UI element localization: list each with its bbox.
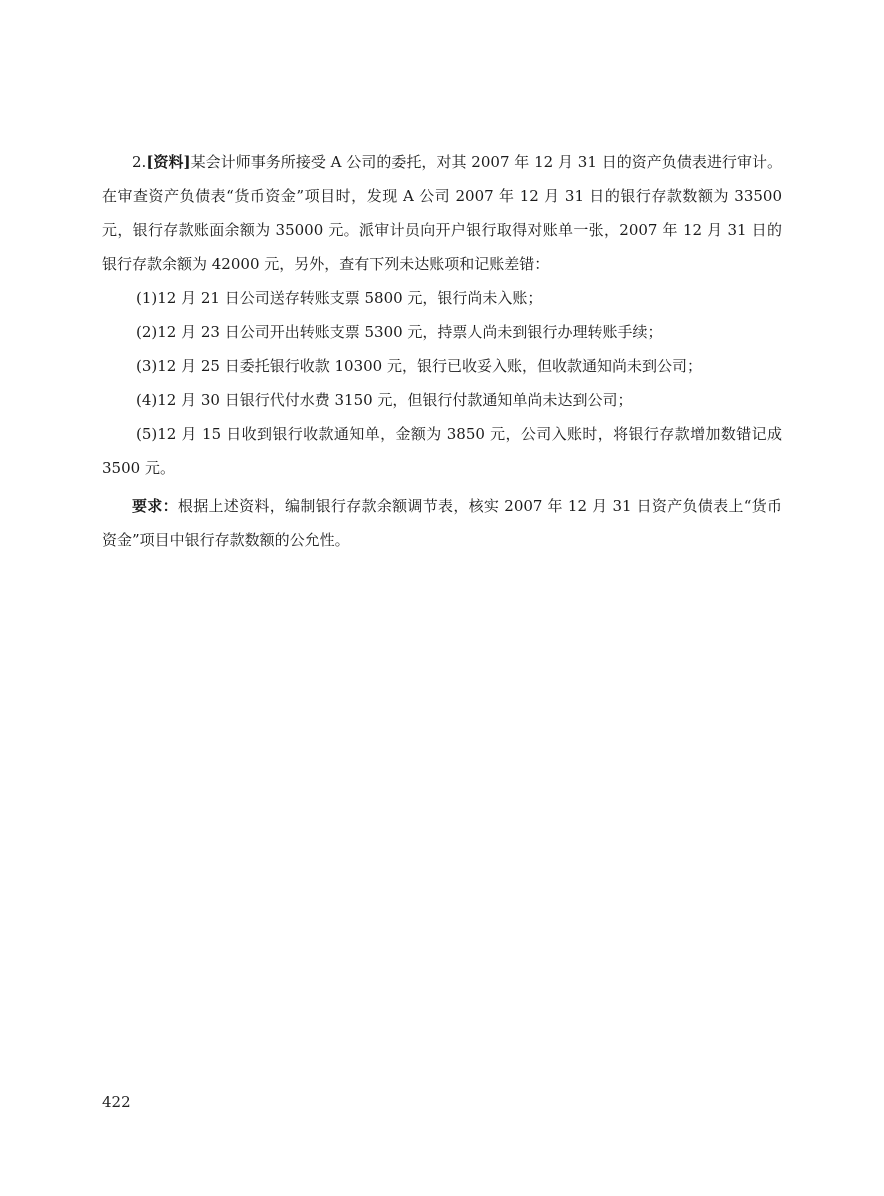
list-item: (2)12 月 23 日公司开出转账支票 5300 元，持票人尚未到银行办理转账手续；	[136, 323, 663, 341]
problem-number: 2.	[132, 153, 147, 171]
problem-tag: [资料]	[146, 153, 191, 171]
list-item: (1)12 月 21 日公司送存转账支票 5800 元，银行尚未入账；	[136, 289, 543, 307]
requirement-paragraph	[102, 489, 782, 557]
list-item: (4)12 月 30 日银行代付水费 3150 元，但银行付款通知单尚未达到公司；	[136, 391, 633, 409]
list-item: (5)12 月 15 日收到银行收款通知单，金额为 3850 元，公司入账时，将银行存款增加数错记成 3500 元。	[102, 425, 782, 477]
page-number: 422	[102, 1093, 131, 1111]
list-item: (3)12 月 25 日委托银行收款 10300 元，银行已收妥入账，但收款通知尚未到公司；	[136, 357, 702, 375]
problem-intro-text: 某会计师事务所接受 A 公司的委托，对其 2007 年 12 月 31 日的资产负债表进行审计。在审查资产负债表“货币资金”项目时，发现 A 公司 2007 年 12 月 31 日的银行存款数额为 33500 元，银行存款账面余额为 35000 元。派审计员向开户银行取得对账单一张，2007 年 12 月 31 日的银行存款余额为 42000 元，另外，查有下列未达账项和记账差错：	[102, 153, 782, 273]
problem-intro-paragraph	[102, 145, 782, 281]
requirement-label: 要求：	[132, 497, 178, 515]
problem-block	[102, 145, 782, 557]
requirement-text: 根据上述资料，编制银行存款余额调节表，核实 2007 年 12 月 31 日资产负债表上“货币资金”项目中银行存款数额的公允性。	[102, 497, 782, 549]
